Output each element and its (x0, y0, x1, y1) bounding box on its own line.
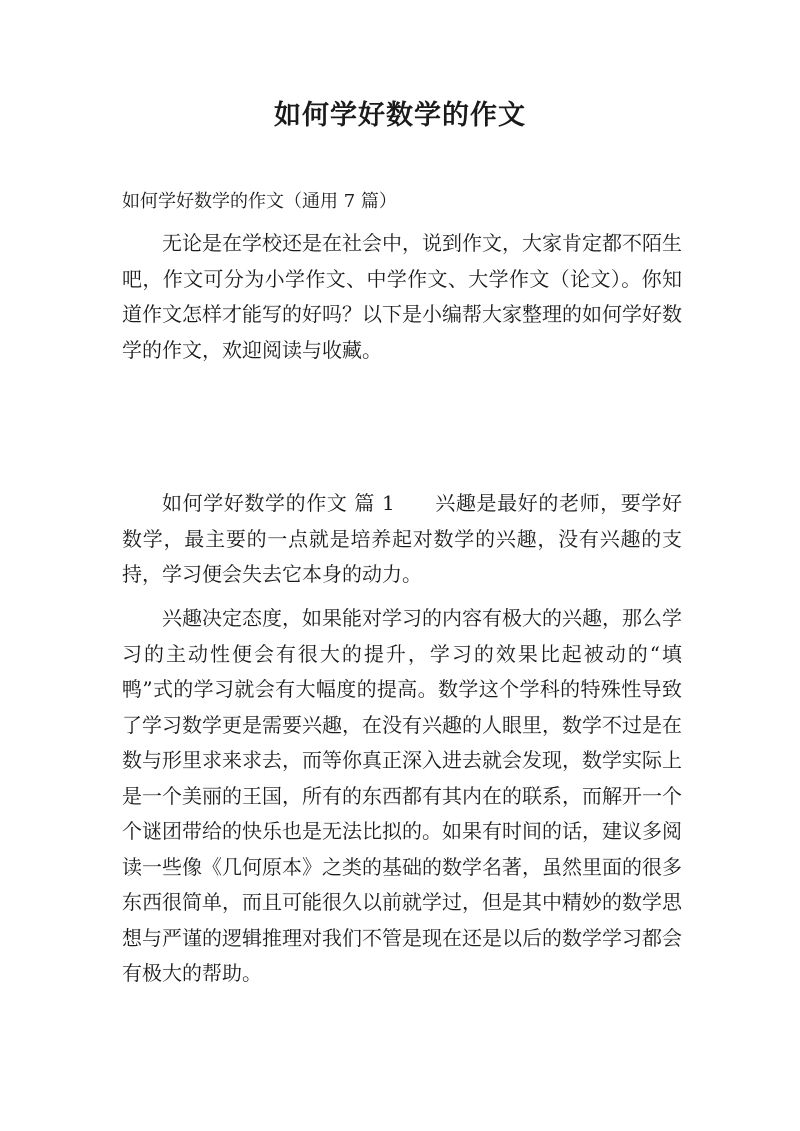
document-subtitle: 如何学好数学的作文（通用 7 篇） (122, 191, 397, 212)
section-1-text: 兴趣是最好的老师，要学好数学，最主要的一点就是培养起对数学的兴趣，没有兴趣的支持，学习便会失去它本身的动力。 (122, 491, 682, 586)
section-1-heading: 如何学好数学的作文 篇 1 (162, 491, 395, 515)
body-paragraph-2: 兴趣决定态度，如果能对学习的内容有极大的兴趣，那么学习的主动性便会有很大的提升，学习的效果比起被动的“填鸭”式的学习就会有大幅度的提高。数学这个学科的特殊性导致了学习数学更是需要兴趣，在没有兴趣的人眼里，数学不过是在数与形里求来求去，而等你真正深入进去就会发现，数学实际上是一个美丽的王国，所有的东西都有其内在的联系，而解开一个个谜团带给的快乐也是无法比拟的。如果有时间的话，建议多阅读一些像《几何原本》之类的基础的数学名著，虽然里面的很多东西很简单，而且可能很久以前就学过，但是其中精妙的数学思想与严谨的逻辑推理对我们不管是现在还是以后的数学学习都会有极大的帮助。 (122, 606, 682, 985)
document-title: 如何学好数学的作文 (274, 100, 526, 131)
section-1-paragraph (122, 486, 682, 593)
intro-paragraph: 无论是在学校还是在社会中，说到作文，大家肯定都不陌生吧，作文可分为小学作文、中学作文、大学作文（论文）。你知道作文怎样才能写的好吗？以下是小编帮大家整理的如何学好数学的作文，欢迎阅读与收藏。 (122, 231, 682, 362)
